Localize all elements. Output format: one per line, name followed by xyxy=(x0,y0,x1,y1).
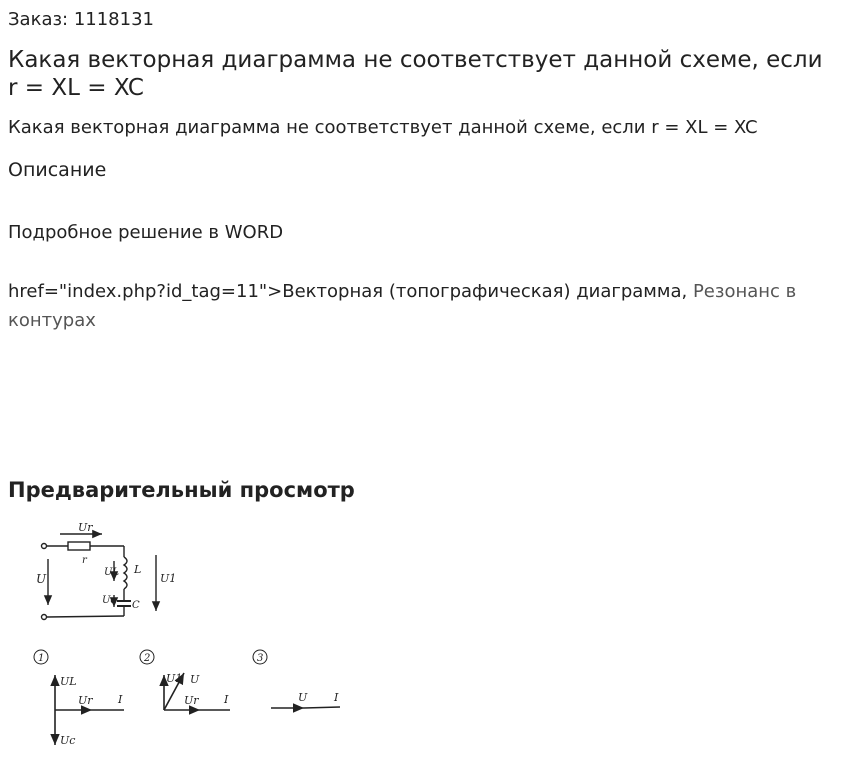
description-heading: Описание xyxy=(8,159,107,181)
d2-label-ur: Ur xyxy=(184,694,199,707)
d3-label-u: U xyxy=(298,691,308,704)
label-r: r xyxy=(82,555,87,566)
label-u-1: U1 xyxy=(160,572,177,585)
label-u-c: Uc xyxy=(102,595,117,606)
resistor-r xyxy=(68,542,90,550)
label-u: U xyxy=(36,572,47,586)
d1-label-uc: Uc xyxy=(60,734,76,747)
diagram-2-number: 2 xyxy=(144,653,151,664)
vector-diagram-3 xyxy=(271,707,340,708)
order-number: Заказ: 1118131 xyxy=(8,9,154,30)
task-text: Какая векторная диаграмма не соответствует данной схеме, если r = XL = XC xyxy=(8,117,758,138)
preview-heading: Предварительный просмотр xyxy=(8,478,355,502)
tags-prefix: href="index.php?id_tag=11">Векторная (топографическая) диаграмма, xyxy=(8,281,693,302)
d1-label-ul: UL xyxy=(60,675,77,688)
circuit-figure xyxy=(20,515,360,755)
label-c: C xyxy=(132,600,140,611)
d1-label-ur: Ur xyxy=(78,694,93,707)
d3-label-i: I xyxy=(334,691,339,704)
d2-label-u1: U1 xyxy=(166,672,183,685)
page-title: Какая векторная диаграмма не соответствует данной схеме, если r = XL = XC xyxy=(8,47,823,101)
tags-line xyxy=(8,277,838,335)
label-u-l: UL xyxy=(104,567,120,578)
tag-link-resonance[interactable]: Резонанс в контурах xyxy=(8,281,797,331)
d1-label-i: I xyxy=(118,693,123,706)
label-l: L xyxy=(134,563,142,576)
diagram-3-number: 3 xyxy=(257,653,264,664)
d2-label-u: U xyxy=(190,673,200,686)
diagram-1-number: 1 xyxy=(38,653,45,664)
diagram-numbers xyxy=(34,650,267,664)
solution-note: Подробное решение в WORD xyxy=(8,222,284,243)
inductor-l xyxy=(124,557,127,589)
label-u-r: Ur xyxy=(78,521,93,534)
d2-label-i: I xyxy=(224,693,229,706)
